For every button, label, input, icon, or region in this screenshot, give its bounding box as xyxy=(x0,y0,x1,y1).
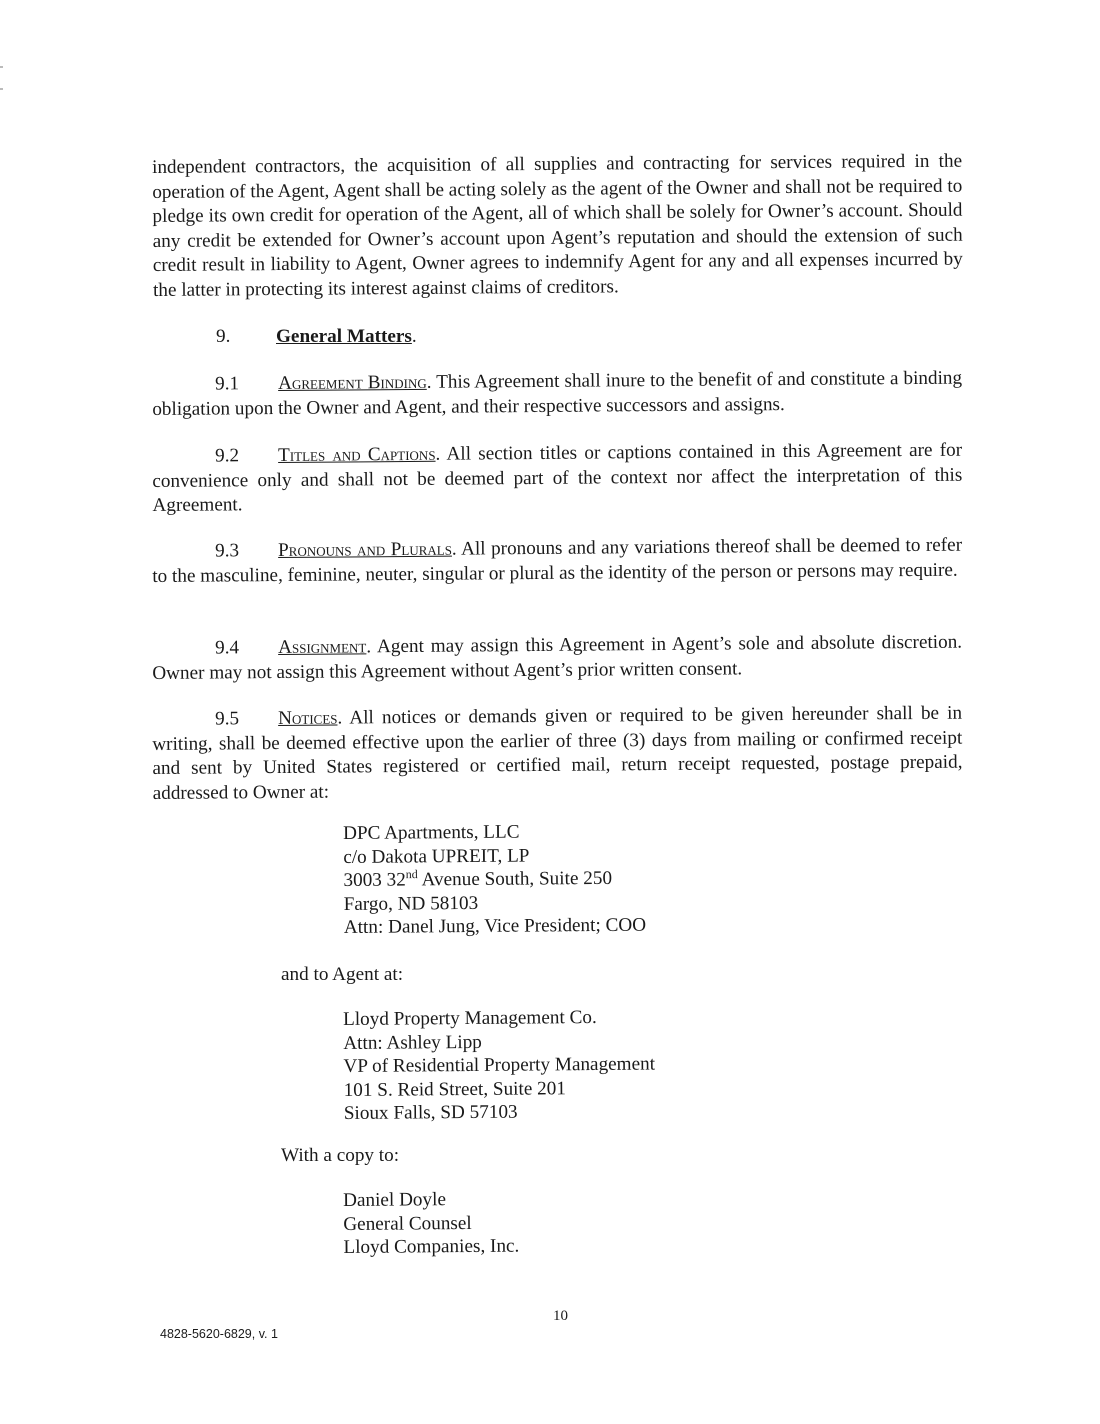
subsection-title: Notices xyxy=(278,707,338,730)
copy-lead-text: With a copy to: xyxy=(281,1145,400,1166)
subsection-number: 9.2 xyxy=(215,445,240,467)
subsection-number: 9.4 xyxy=(215,637,240,659)
owner-address-line: Fargo, ND 58103 xyxy=(343,892,479,915)
section-heading xyxy=(216,326,417,348)
subsection-number: 9.3 xyxy=(215,540,240,562)
subsection-text: . All section titles or captions contained in this Agreement are for convenience only and shall not be deemed part of the context nor affect the interpretation of this Agreement. xyxy=(152,439,963,517)
scan-edge-mark xyxy=(0,88,3,90)
subsection-9-1 xyxy=(152,367,962,423)
subsection-number: 9.1 xyxy=(215,373,240,395)
agent-address-line: Lloyd Property Management Co. xyxy=(343,1007,597,1030)
copy-address-line: General Counsel xyxy=(343,1212,472,1235)
subsection-text: . This Agreement shall inure to the benefit of and constitute a binding obligation upon the Owner and Agent, and their respective successors and assigns. xyxy=(152,367,963,420)
agent-address-line: Attn: Ashley Lipp xyxy=(343,1031,482,1054)
agent-address-line: Sioux Falls, SD 57103 xyxy=(343,1102,518,1125)
intro-text: independent contractors, the acquisition of all supplies and contracting for services required in the operation of the Agent, Agent shall be acting solely as the agent of the Owner and shall not be required to pledge its own credit for operation of the Agent, all of which shall be solely for Owner’s account. Should any credit be extended for Owner’s account upon Agent’s reputation and should the extension of such credit result in liability to Agent, Owner agrees to indemnify Agent for any and all expenses incurred by the latter in protecting its interest against claims of creditors. xyxy=(152,150,963,301)
section-title-suffix: . xyxy=(411,326,417,347)
subsection-number: 9.5 xyxy=(215,708,240,730)
agent-address-line: VP of Residential Property Management xyxy=(343,1053,656,1078)
copy-address-block xyxy=(343,1188,519,1260)
document-id: 4828-5620-6829, v. 1 xyxy=(160,1327,278,1341)
subsection-text: . Agent may assign this Agreement in Agent’s sole and absolute discretion. Owner may not assign this Agreement without Agent’s prior written consent. xyxy=(152,631,963,684)
agent-address-line: 101 S. Reid Street, Suite 201 xyxy=(343,1078,566,1101)
section-title: General Matters xyxy=(276,326,412,347)
subsection-text: . All pronouns and any variations thereof shall be deemed to refer to the masculine, feminine, neuter, singular or plural as the identity of the person or persons may require. xyxy=(152,534,963,587)
subsection-title: Agreement Binding xyxy=(278,371,427,395)
subsection-9-2 xyxy=(152,439,963,519)
subsection-9-3 xyxy=(152,534,962,590)
owner-address-line: DPC Apartments, LLC xyxy=(343,821,520,844)
subsection-text: . All notices or demands given or required to be given hereunder shall be in writing, shall be deemed effective upon the earlier of three (3) days from mailing or confirmed receipt and sent by United States registered or certified mail, return receipt requested, postage prepaid, addressed to Owner at: xyxy=(152,702,963,804)
subsection-9-5 xyxy=(152,702,963,807)
owner-address-block xyxy=(343,820,646,940)
owner-address-line: 3003 32nd Avenue South, Suite 250 xyxy=(343,867,613,892)
agent-lead-text: and to Agent at: xyxy=(281,964,404,985)
copy-address-line: Daniel Doyle xyxy=(343,1189,447,1211)
owner-address-line: c/o Dakota UPREIT, LP xyxy=(343,845,530,868)
subsection-title: Pronouns and Plurals xyxy=(278,538,452,562)
owner-address-line: Attn: Danel Jung, Vice President; COO xyxy=(343,914,647,939)
section-number: 9. xyxy=(216,326,231,347)
subsection-title: Titles and Captions xyxy=(278,443,436,467)
copy-address-line: Lloyd Companies, Inc. xyxy=(343,1235,520,1259)
agent-address-block xyxy=(343,1006,655,1126)
subsection-title: Assignment xyxy=(278,636,367,659)
subsection-9-4 xyxy=(152,631,962,687)
page-number: 10 xyxy=(553,1308,568,1324)
scan-edge-mark xyxy=(0,66,3,68)
intro-paragraph xyxy=(152,150,963,304)
